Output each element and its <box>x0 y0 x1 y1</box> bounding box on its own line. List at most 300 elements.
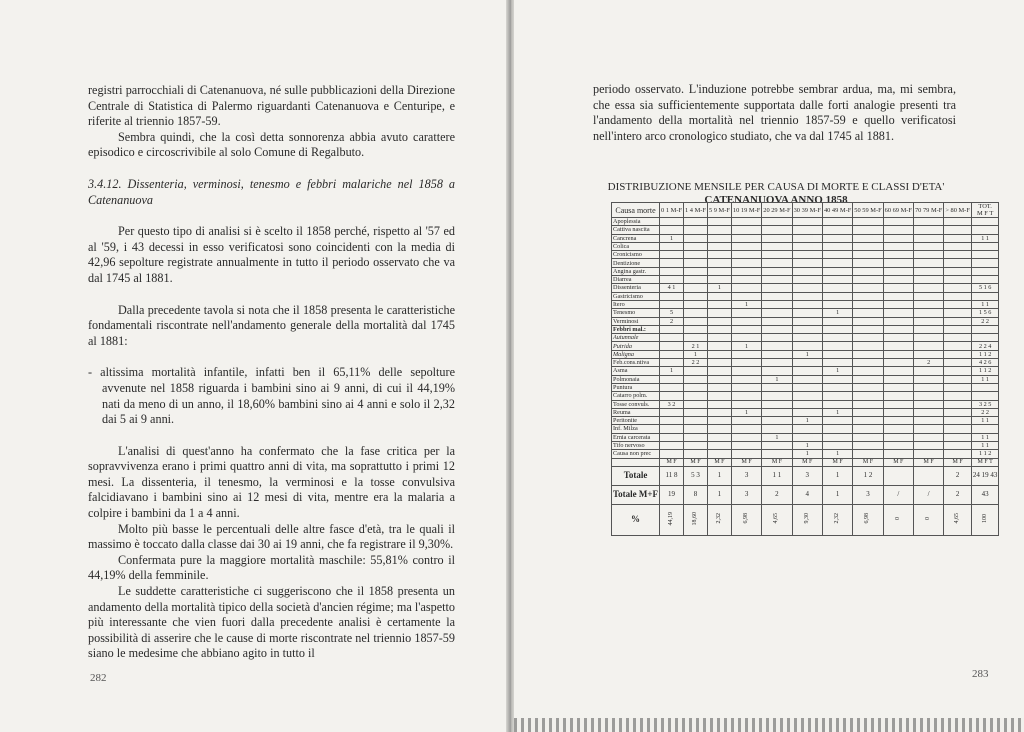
value-cell <box>707 450 731 458</box>
value-cell <box>660 300 684 308</box>
value-cell <box>792 300 822 308</box>
value-cell: 1 <box>792 450 822 458</box>
percent-value: 0 <box>925 517 932 521</box>
value-cell <box>883 350 913 358</box>
value-cell <box>853 400 883 408</box>
table-row <box>612 267 999 275</box>
cause-cell: Tenesmo <box>612 309 660 317</box>
value-cell <box>707 359 731 367</box>
value-cell <box>762 300 792 308</box>
percent-cell <box>707 504 731 535</box>
value-cell <box>883 251 913 259</box>
value-cell <box>944 392 972 400</box>
value-cell <box>707 242 731 250</box>
value-cell <box>853 251 883 259</box>
value-cell <box>792 267 822 275</box>
cause-cell: Apoplessia <box>612 218 660 226</box>
value-cell <box>944 234 972 242</box>
value-cell <box>853 334 883 342</box>
value-cell <box>913 433 943 441</box>
value-cell <box>731 367 761 375</box>
value-cell <box>731 392 761 400</box>
value-cell <box>762 292 792 300</box>
cause-cell: Asma <box>612 367 660 375</box>
value-cell <box>822 218 852 226</box>
age-header: 20 29 M-F <box>762 203 792 218</box>
value-cell: 5 <box>660 309 684 317</box>
value-cell <box>792 400 822 408</box>
age-header: 0 1 M-F <box>660 203 684 218</box>
table-row <box>612 300 999 308</box>
value-cell <box>853 350 883 358</box>
total-cell <box>971 251 999 259</box>
value-cell <box>944 276 972 284</box>
value-cell <box>883 342 913 350</box>
value-cell <box>684 417 708 425</box>
value-cell <box>822 300 852 308</box>
totale-cell: 1 2 <box>853 466 883 485</box>
value-cell <box>660 292 684 300</box>
value-cell <box>707 300 731 308</box>
value-cell <box>944 334 972 342</box>
cause-cell: Tifo nervoso <box>612 442 660 450</box>
cause-cell: Cattiva nascita <box>612 226 660 234</box>
value-cell <box>913 408 943 416</box>
value-cell <box>822 242 852 250</box>
age-header: 30 39 M-F <box>792 203 822 218</box>
age-header: 50 59 M-F <box>853 203 883 218</box>
cause-cell: Verminosi <box>612 317 660 325</box>
value-cell <box>731 218 761 226</box>
totale-cell: 5 3 <box>684 466 708 485</box>
total-cell <box>971 218 999 226</box>
value-cell <box>731 259 761 267</box>
table-row <box>612 234 999 242</box>
table-row <box>612 292 999 300</box>
value-cell <box>707 425 731 433</box>
cause-cell: Dissenteria <box>612 284 660 292</box>
value-cell <box>913 392 943 400</box>
value-cell <box>660 417 684 425</box>
value-cell: 4 1 <box>660 284 684 292</box>
value-cell <box>822 383 852 391</box>
value-cell <box>762 367 792 375</box>
total-cell: 1 1 <box>971 442 999 450</box>
value-cell <box>707 234 731 242</box>
value-cell <box>944 284 972 292</box>
value-cell <box>913 251 943 259</box>
value-cell <box>944 317 972 325</box>
value-cell <box>731 317 761 325</box>
right-page <box>514 0 1024 732</box>
value-cell <box>707 408 731 416</box>
value-cell <box>792 234 822 242</box>
value-cell <box>792 251 822 259</box>
percent-cell <box>944 504 972 535</box>
mf-cell: M F <box>684 458 708 466</box>
value-cell: 3 2 <box>660 400 684 408</box>
table-header-row <box>612 203 999 218</box>
value-cell <box>853 276 883 284</box>
totale-mf-cell: / <box>883 485 913 504</box>
value-cell <box>660 218 684 226</box>
cause-cell: Maligna <box>612 350 660 358</box>
cause-cell: Tosse convuls. <box>612 400 660 408</box>
table-row <box>612 425 999 433</box>
value-cell <box>762 242 792 250</box>
age-header: 60 69 M-F <box>883 203 913 218</box>
value-cell <box>684 251 708 259</box>
value-cell <box>707 267 731 275</box>
value-cell <box>883 259 913 267</box>
value-cell <box>731 251 761 259</box>
value-cell <box>853 234 883 242</box>
percent-cell <box>913 504 943 535</box>
value-cell <box>853 284 883 292</box>
value-cell <box>913 442 943 450</box>
total-cell <box>971 292 999 300</box>
value-cell <box>853 442 883 450</box>
age-header: 10 19 M-F <box>731 203 761 218</box>
value-cell <box>853 408 883 416</box>
value-cell <box>762 342 792 350</box>
value-cell <box>762 284 792 292</box>
value-cell <box>944 375 972 383</box>
mf-cell: M F <box>944 458 972 466</box>
value-cell: 1 <box>822 309 852 317</box>
value-cell: 1 <box>792 417 822 425</box>
value-cell <box>944 251 972 259</box>
value-cell <box>853 218 883 226</box>
value-cell <box>913 309 943 317</box>
value-cell <box>762 267 792 275</box>
mortality-table <box>611 202 999 536</box>
totale-mf-cell: 4 <box>792 485 822 504</box>
value-cell: 1 <box>792 350 822 358</box>
value-cell <box>883 375 913 383</box>
value-cell <box>853 359 883 367</box>
percent-value: 6,98 <box>864 513 871 524</box>
left-paragraph-6: Molto più basse le percentuali delle altre fasce d'età, tra le quali il massimo è toccato dalla classe dai 30 ai 19 anni, che fa registrare il 9,30%. <box>88 521 455 552</box>
total-cell: 1 1 <box>971 375 999 383</box>
value-cell <box>883 433 913 441</box>
value-cell <box>822 417 852 425</box>
mf-cell: M F <box>660 458 684 466</box>
totale-mf-cell: 1 <box>822 485 852 504</box>
value-cell: 1 <box>822 408 852 416</box>
left-bullet: - altissima mortalità infantile, infatti ben il 65,11% delle sepolture avvenute nel 1858 riguarda i bambini sino ai 9 anni, di cui il 44,19% nati da meno di un anno, il 18,60% bambini sino ai 4 anni e solo il 2,32 dai 5 ai 9 anni. <box>88 365 455 427</box>
percent-value: 6,98 <box>742 513 749 524</box>
value-cell <box>883 334 913 342</box>
value-cell <box>792 433 822 441</box>
percent-value: 100 <box>981 513 988 523</box>
table-row <box>612 442 999 450</box>
percent-row <box>612 504 999 535</box>
value-cell <box>707 400 731 408</box>
cause-cell: Cronicismo <box>612 251 660 259</box>
value-cell <box>913 284 943 292</box>
cause-cell: Inf. Milza <box>612 425 660 433</box>
totale-cell: 1 <box>707 466 731 485</box>
table-row <box>612 400 999 408</box>
value-cell <box>762 392 792 400</box>
total-cell: 5 1 6 <box>971 284 999 292</box>
left-page-text <box>88 83 455 662</box>
value-cell <box>913 417 943 425</box>
total-cell: 1 1 2 <box>971 367 999 375</box>
value-cell: 1 <box>684 350 708 358</box>
value-cell <box>731 309 761 317</box>
value-cell <box>792 309 822 317</box>
value-cell <box>944 242 972 250</box>
value-cell <box>853 300 883 308</box>
tot-header <box>971 203 999 218</box>
percent-value: 9,30 <box>803 513 810 524</box>
percent-value: 2,32 <box>715 513 722 524</box>
value-cell <box>944 218 972 226</box>
total-cell: 1 1 2 <box>971 350 999 358</box>
value-cell <box>853 226 883 234</box>
value-cell <box>731 425 761 433</box>
left-page <box>0 0 508 732</box>
value-cell <box>944 433 972 441</box>
cause-cell: Itero <box>612 300 660 308</box>
tot-header-sub: M F T <box>977 210 994 217</box>
value-cell <box>762 408 792 416</box>
value-cell <box>792 226 822 234</box>
value-cell <box>822 425 852 433</box>
value-cell <box>822 442 852 450</box>
value-cell <box>707 325 731 333</box>
value-cell <box>684 433 708 441</box>
cause-cell: Dentizione <box>612 259 660 267</box>
value-cell <box>883 408 913 416</box>
total-cell <box>971 383 999 391</box>
value-cell <box>853 375 883 383</box>
mf-cell: M F <box>731 458 761 466</box>
value-cell <box>944 342 972 350</box>
value-cell <box>660 242 684 250</box>
value-cell <box>883 242 913 250</box>
table-row <box>612 251 999 259</box>
total-cell <box>971 425 999 433</box>
mf-cell: M F <box>853 458 883 466</box>
percent-cell <box>762 504 792 535</box>
totale-cell: 3 <box>792 466 822 485</box>
value-cell <box>883 218 913 226</box>
percent-cell <box>792 504 822 535</box>
value-cell: 2 2 <box>684 359 708 367</box>
value-cell <box>822 350 852 358</box>
value-cell: 1 <box>660 234 684 242</box>
table-row <box>612 226 999 234</box>
totale-cell: 11 8 <box>660 466 684 485</box>
value-cell <box>684 425 708 433</box>
value-cell <box>883 267 913 275</box>
value-cell: 1 <box>731 300 761 308</box>
value-cell <box>853 342 883 350</box>
value-cell <box>762 417 792 425</box>
value-cell <box>762 334 792 342</box>
totale-row <box>612 466 999 485</box>
value-cell <box>707 342 731 350</box>
value-cell <box>731 433 761 441</box>
value-cell <box>913 383 943 391</box>
value-cell <box>660 342 684 350</box>
value-cell <box>684 267 708 275</box>
value-cell: 1 <box>731 342 761 350</box>
value-cell <box>883 234 913 242</box>
value-cell <box>792 242 822 250</box>
value-cell <box>792 425 822 433</box>
mf-cell: M F T <box>971 458 999 466</box>
total-cell <box>971 276 999 284</box>
cause-cell: Puntura <box>612 383 660 391</box>
value-cell <box>792 284 822 292</box>
totale-mf-cell: 1 <box>707 485 731 504</box>
value-cell <box>853 450 883 458</box>
value-cell <box>684 226 708 234</box>
left-paragraph-8: Le suddette caratteristiche ci suggeriscono che il 1858 presenta un andamento della mortalità tipico della società d'ancien régime; ma l'aspetto più interessante che vien fuori dalla precedente analisi è certamente la possibilità di asserire che le cause di morte riscontrate nel triennio 1857-59 siano le medesime che abbiano agito in tutto il <box>88 584 455 661</box>
cause-cell: Feb.cons.ntiva <box>612 359 660 367</box>
value-cell <box>822 400 852 408</box>
value-cell <box>913 226 943 234</box>
table-row <box>612 367 999 375</box>
table-row <box>612 359 999 367</box>
table-row <box>612 242 999 250</box>
cause-cell: Colica <box>612 242 660 250</box>
value-cell <box>822 375 852 383</box>
age-header: > 80 M-F <box>944 203 972 218</box>
value-cell <box>853 309 883 317</box>
value-cell: 1 <box>792 442 822 450</box>
right-paragraph: periodo osservato. L'induzione potrebbe sembrar ardua, ma, mi sembra, che essa sia sufficientemente supportata dalle forti analogie presenti tra l'andamento della mortalità nel triennio 1857-59 e quello verificatosi nell'intero arco cronologico studiato, che va dal 1745 al 1881. <box>593 82 956 143</box>
value-cell <box>660 251 684 259</box>
totale-cell <box>913 466 943 485</box>
value-cell <box>731 334 761 342</box>
left-paragraph-2: Sembra quindi, che la così detta sonnorenza abbia avuto carattere episodico e circoscrivibile al solo Comune di Regalbuto. <box>88 129 455 160</box>
age-header: 70 79 M-F <box>913 203 943 218</box>
value-cell <box>913 317 943 325</box>
mf-cell: M F <box>883 458 913 466</box>
value-cell <box>792 317 822 325</box>
value-cell <box>762 259 792 267</box>
value-cell <box>707 259 731 267</box>
value-cell <box>707 367 731 375</box>
value-cell <box>684 218 708 226</box>
value-cell <box>822 251 852 259</box>
value-cell <box>762 234 792 242</box>
value-cell <box>792 218 822 226</box>
value-cell <box>883 359 913 367</box>
totale-mf-cell: 2 <box>762 485 792 504</box>
value-cell <box>944 259 972 267</box>
value-cell <box>853 317 883 325</box>
percent-cell <box>883 504 913 535</box>
value-cell <box>913 292 943 300</box>
value-cell <box>684 300 708 308</box>
value-cell <box>883 383 913 391</box>
totale-cell: 1 <box>822 466 852 485</box>
value-cell <box>707 309 731 317</box>
totale-cell: 3 <box>731 466 761 485</box>
value-cell <box>684 325 708 333</box>
value-cell <box>853 259 883 267</box>
value-cell <box>792 367 822 375</box>
value-cell <box>853 267 883 275</box>
table-row <box>612 392 999 400</box>
value-cell <box>853 292 883 300</box>
value-cell <box>883 300 913 308</box>
left-paragraph-5: L'analisi di quest'anno ha confermato che la fase critica per la sopravvivenza erano i primi quattro anni di vita, ma soprattutto i primi 12 mesi. La dissenteria, il tenesmo, la verminosi e la tosse convulsiva falcidiavano i bambini sino ai 12 mesi di vita, mentre era la malaria a colpire i bambini da 1 a 4 anni. <box>88 443 455 521</box>
table-row <box>612 218 999 226</box>
cause-cell: Autunnale <box>612 334 660 342</box>
percent-value: 18,60 <box>691 511 698 526</box>
value-cell <box>913 276 943 284</box>
value-cell: 2 1 <box>684 342 708 350</box>
value-cell <box>883 309 913 317</box>
value-cell <box>660 226 684 234</box>
value-cell <box>944 292 972 300</box>
age-header: 40 49 M-F <box>822 203 852 218</box>
value-cell <box>684 317 708 325</box>
totale-mf-row <box>612 485 999 504</box>
value-cell <box>731 450 761 458</box>
percent-value: 4,65 <box>773 513 780 524</box>
percent-cell <box>684 504 708 535</box>
totale-mf-cell: 43 <box>971 485 999 504</box>
value-cell <box>853 392 883 400</box>
value-cell <box>913 234 943 242</box>
value-cell <box>660 425 684 433</box>
value-cell <box>853 433 883 441</box>
value-cell <box>762 450 792 458</box>
value-cell: 1 <box>762 433 792 441</box>
total-cell: 1 1 <box>971 417 999 425</box>
value-cell <box>822 259 852 267</box>
value-cell <box>707 292 731 300</box>
total-cell: 2 2 4 <box>971 342 999 350</box>
table-row <box>612 317 999 325</box>
percent-value: 2,32 <box>834 513 840 524</box>
value-cell <box>883 392 913 400</box>
value-cell <box>944 300 972 308</box>
value-cell <box>883 367 913 375</box>
value-cell <box>913 242 943 250</box>
value-cell <box>913 325 943 333</box>
value-cell <box>762 383 792 391</box>
total-cell: 2 2 <box>971 317 999 325</box>
total-cell: 1 5 6 <box>971 309 999 317</box>
value-cell <box>684 400 708 408</box>
percent-value: 44,19 <box>667 511 674 526</box>
value-cell <box>707 334 731 342</box>
total-cell <box>971 226 999 234</box>
cause-cell: Reuma <box>612 408 660 416</box>
value-cell <box>762 309 792 317</box>
total-cell: 1 1 <box>971 433 999 441</box>
value-cell <box>707 417 731 425</box>
mf-cell: M F <box>792 458 822 466</box>
table-row <box>612 325 999 333</box>
value-cell <box>684 309 708 317</box>
value-cell <box>883 325 913 333</box>
cause-cell: Polmonaia <box>612 375 660 383</box>
cause-cell: Causa non prec <box>612 450 660 458</box>
left-page-number: 282 <box>90 672 107 684</box>
value-cell <box>731 276 761 284</box>
value-cell <box>792 375 822 383</box>
